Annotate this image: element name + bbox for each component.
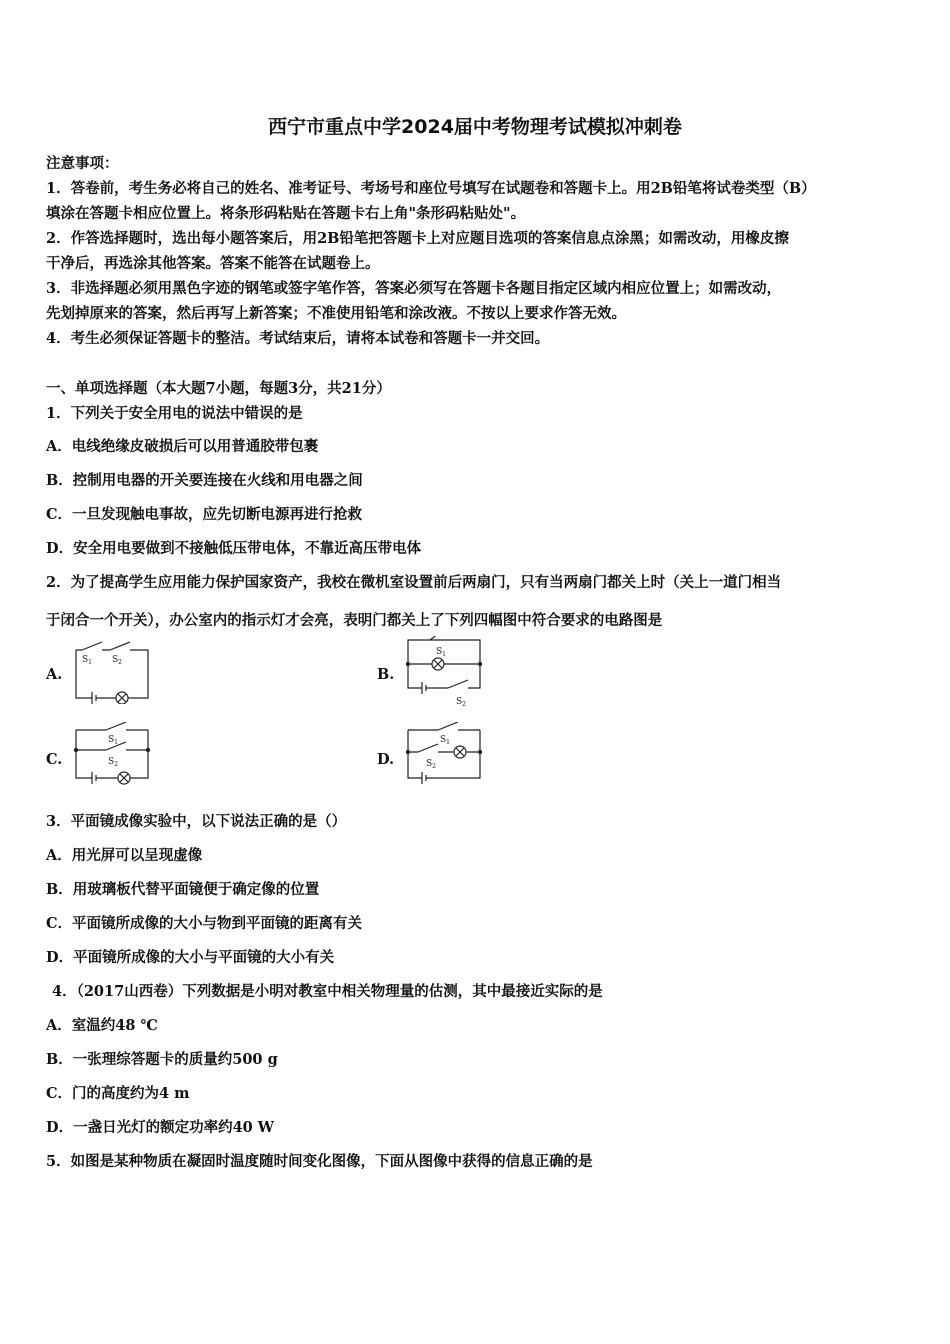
q2-option-a-label: A. [46, 666, 63, 683]
circuit-d-junction-left [406, 750, 409, 753]
circuit-c-junction-right [146, 748, 149, 751]
q3-option-d: D．平面镜所成像的大小与平面镜的大小有关 [46, 949, 335, 966]
q2-stem-line-2: 于闭合一个开关），办公室内的指示灯才会亮，表明门都关上了下列四幅图中符合要求的电路图是 [46, 612, 663, 629]
circuit-b-s1-letter: S [436, 647, 443, 657]
circuit-a-wires [76, 642, 148, 698]
circuit-d-s1-letter: S [440, 735, 447, 745]
circuit-d-s2-letter: S [426, 759, 433, 769]
q3-option-c: C．平面镜所成像的大小与物到平面镜的距离有关 [46, 915, 363, 932]
circuit-c-s1-sub: 1 [114, 739, 118, 746]
circuit-c-s2-letter: S [108, 757, 115, 767]
q2-option-d-label: D. [377, 751, 395, 768]
circuit-diagram-d [404, 722, 484, 788]
notes-heading: 注意事项： [46, 155, 119, 172]
circuit-a-s2-letter: S [112, 655, 119, 665]
circuit-diagram-c [72, 722, 152, 788]
circuit-a-s1-sub: 1 [88, 659, 92, 666]
circuit-b-s2-label [456, 697, 466, 708]
q1-option-c: C．一旦发现触电事故，应先切断电源再进行抢救 [46, 506, 363, 523]
circuit-d-s2-sub: 2 [432, 763, 436, 770]
note-3-line-1: 3．非选择题必须用黑色字迹的钢笔或签字笔作答，答案必须写在答题卡各题目指定区域内相应位置上；如需改动， [46, 280, 782, 297]
circuit-b-s2-letter: S [456, 697, 463, 707]
section-heading: 一、单项选择题（本大题7小题，每题3分，共21分） [46, 380, 391, 397]
note-2-line-1: 2．作答选择题时，选出每小题答案后，用2B铅笔把答题卡上对应题目选项的答案信息点涂黑；如需改动，用橡皮擦 [46, 230, 789, 247]
circuit-b-junction-right [478, 662, 481, 665]
circuit-d-wires [408, 722, 480, 778]
circuit-b-s1-label [436, 647, 446, 658]
circuit-c-lamp-cross [120, 774, 128, 782]
q4-option-d: D．一盏日光灯的额定功率约40 W [46, 1119, 275, 1136]
circuit-c-s1-label [108, 735, 118, 746]
page-title: 西宁市重点中学2024届中考物理考试模拟冲刺卷 [268, 116, 682, 138]
circuit-a-s2-sub: 2 [118, 659, 122, 666]
q4-option-b: B．一张理综答题卡的质量约500 g [46, 1051, 278, 1068]
q1-stem: 1．下列关于安全用电的说法中错误的是 [46, 405, 303, 422]
q2-option-b-label: B. [377, 666, 395, 683]
q3-stem: 3．平面镜成像实验中，以下说法正确的是（） [46, 813, 347, 830]
q4-stem: 4．（2017山西卷）下列数据是小明对教室中相关物理量的估测，其中最接近实际的是 [52, 983, 603, 1000]
circuit-a-s2-label [112, 655, 122, 666]
circuit-c-wires [76, 722, 148, 778]
note-1-line-1: 1．答卷前，考生务必将自己的姓名、准考证号、考场号和座位号填写在试题卷和答题卡上。用2B铅笔将试卷类型（B） [46, 180, 816, 197]
note-2-line-2: 干净后，再选涂其他答案。答案不能答在试题卷上。 [46, 255, 380, 272]
q4-option-a: A．室温约48 ℃ [46, 1017, 158, 1034]
q3-option-b: B．用玻璃板代替平面镜便于确定像的位置 [46, 881, 320, 898]
circuit-c-s2-sub: 2 [114, 761, 118, 768]
circuit-diagram-b [404, 636, 484, 710]
q1-option-d: D．安全用电要做到不接触低压带电体，不靠近高压带电体 [46, 540, 422, 557]
circuit-a-s1-label [82, 655, 92, 666]
circuit-a-s1-letter: S [82, 655, 89, 665]
q2-stem-line-1: 2．为了提高学生应用能力保护国家资产，我校在微机室设置前后两扇门，只有当两扇门都关上时（关上一道门相当 [46, 574, 782, 591]
circuit-d-junction-right [478, 750, 481, 753]
circuit-b-s2-sub: 2 [462, 701, 466, 708]
q4-option-c: C．门的高度约为4 m [46, 1085, 190, 1102]
note-1-line-2: 填涂在答题卡相应位置上。将条形码粘贴在答题卡右上角"条形码粘贴处"。 [46, 205, 526, 222]
circuit-d-s1-sub: 1 [446, 739, 450, 746]
circuit-c-junction-left [74, 748, 77, 751]
circuit-diagram-a [72, 640, 152, 704]
q1-option-b: B．控制用电器的开关要连接在火线和用电器之间 [46, 472, 363, 489]
note-3-line-2: 先划掉原来的答案，然后再写上新答案；不准使用铅笔和涂改液。不按以上要求作答无效。 [46, 305, 626, 322]
circuit-b-junction-left [406, 662, 409, 665]
circuit-a-lamp-cross [118, 694, 126, 702]
circuit-d-s1-label [440, 735, 450, 746]
circuit-c-s1-letter: S [108, 735, 115, 745]
q3-option-a: A．用光屏可以呈现虚像 [46, 847, 203, 864]
circuit-d-s2-label [426, 759, 436, 770]
circuit-c-s2-label [108, 757, 118, 768]
circuit-b-lamp-cross [434, 660, 442, 668]
q1-option-a: A．电线绝缘皮破损后可以用普通胶带包裹 [46, 438, 319, 455]
circuit-d-lamp-cross [456, 748, 464, 756]
note-4: 4．考生必须保证答题卡的整洁。考试结束后，请将本试卷和答题卡一并交回。 [46, 330, 550, 347]
q5-stem: 5．如图是某种物质在凝固时温度随时间变化图像，下面从图像中获得的信息正确的是 [46, 1153, 593, 1170]
circuit-b-s1-sub: 1 [442, 651, 446, 658]
q2-option-c-label: C. [46, 751, 63, 768]
